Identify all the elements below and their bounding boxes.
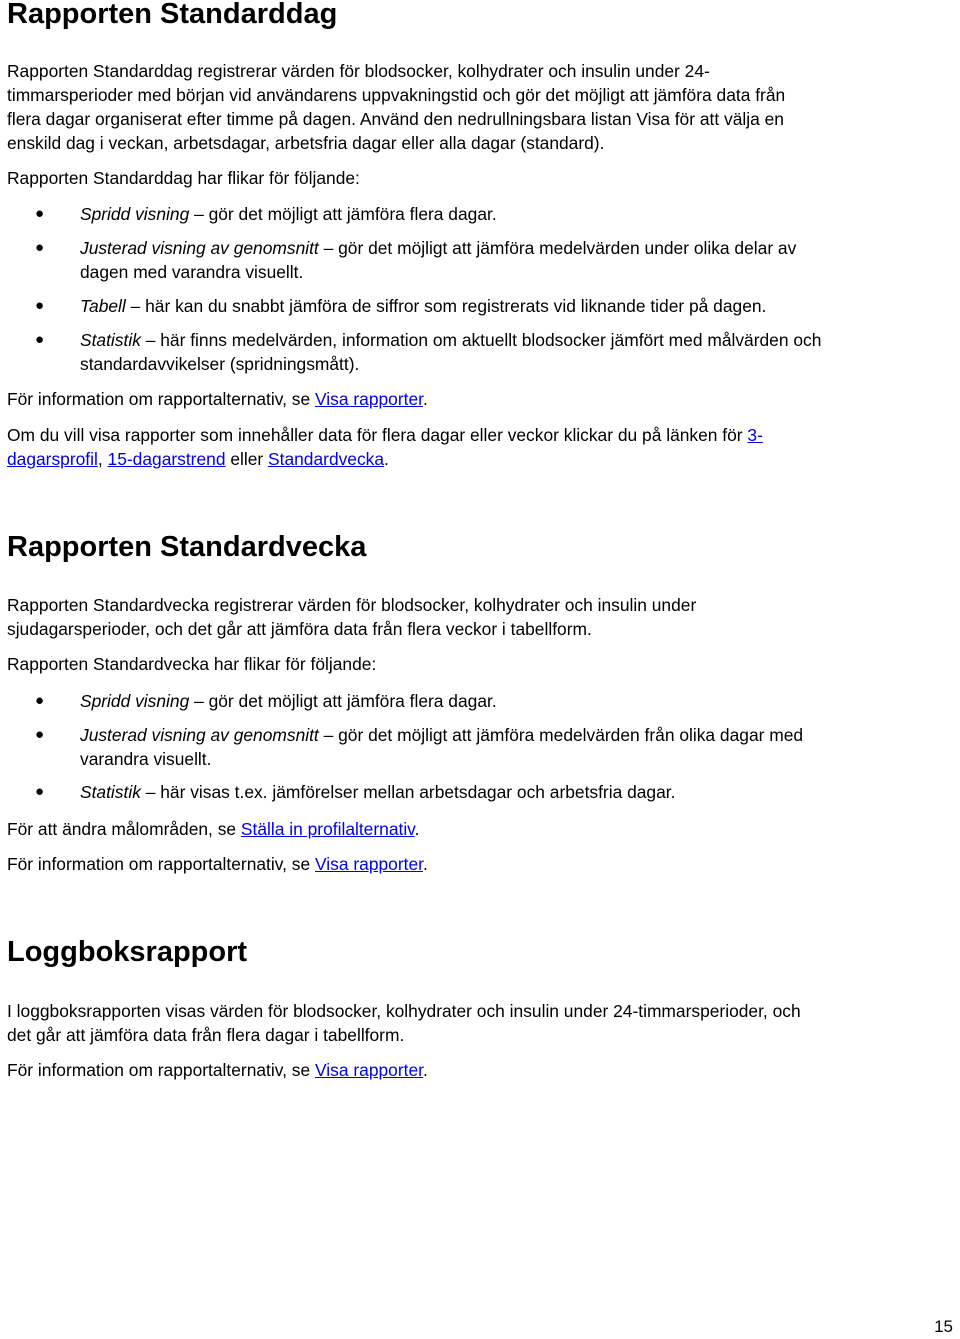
info-suffix: . [422,1060,428,1080]
bullet-icon: ● [35,239,45,256]
dash: – [318,725,339,745]
section-title-loggbok: Loggboksrapport [7,936,248,968]
dash: – [189,691,209,711]
loggbok-info [7,1058,953,1082]
intro-line: enskild dag i veckan, arbetsdagar, arbetsfria dagar eller alla dagar (standard). [7,133,605,153]
multi-day-text: Om du vill visa rapporter som innehåller data för flera dagar eller veckor klickar du på länken för [7,425,748,445]
suffix: . [384,449,389,469]
tab-description: här kan du snabbt jämföra de siffror som registrerats vid liknande tider på dagen. [145,296,767,316]
standardvecka-intro [7,593,953,641]
target-suffix: . [414,819,420,839]
info-suffix: . [422,854,428,874]
3-dagarsprofil-link-cont[interactable]: dagarsprofil [7,449,98,469]
intro-line: I loggboksrapporten visas värden för blodsocker, kolhydrater och insulin under 24-timmarsperioder, och [7,1001,801,1021]
dash: – [318,238,339,258]
standardvecka-info [7,852,953,876]
standarddag-info [7,387,953,411]
bullet-icon: ● [35,205,45,222]
tab-term: Spridd visning [80,691,190,711]
info-text: För information om rapportalternativ, se [7,389,316,409]
intro-line: timmarsperioder med början vid användarens uppvakningstid och gör det möjligt att jämföra data från [7,85,786,105]
tab-term: Spridd visning [80,204,190,224]
standarddag-tab-list [7,202,953,226]
profilalternativ-link[interactable]: Ställa in profilalternativ [240,819,415,839]
target-text: För att ändra målområden, se [7,819,241,839]
bullet-icon: ● [35,783,45,800]
bullet-icon: ● [35,692,45,709]
standardvecka-tab-list [7,689,953,713]
list-item [7,202,953,226]
tab-description: gör det möjligt att jämföra medelvärden under olika delar av [338,238,797,258]
page-number: 15 [934,1317,953,1336]
intro-line: Rapporten Standardvecka registrerar värden för blodsocker, kolhydrater och insulin under [7,595,697,615]
standarddag-tab-list-2 [7,236,953,284]
standardvecka-tabs-intro: Rapporten Standardvecka har flikar för följande: [7,654,377,674]
info-text: För information om rapportalternativ, se [7,854,316,874]
tab-description: här finns medelvärden, information om aktuellt blodsocker jämfört med målvärden och [160,330,822,350]
intro-line: Rapporten Standarddag registrerar värden för blodsocker, kolhydrater och insulin under 24- [7,61,710,81]
bullet-icon: ● [35,331,45,348]
visa-rapporter-link[interactable]: Visa rapporter [315,1060,423,1080]
dash: – [125,296,146,316]
separator: eller [225,449,269,469]
loggbok-intro [7,999,953,1047]
standarddag-intro [7,59,953,155]
section-title-standarddag: Rapporten Standarddag [7,0,338,30]
intro-line: det går att jämföra data från flera dagar i tabellform. [7,1025,405,1045]
visa-rapporter-link[interactable]: Visa rapporter [315,389,423,409]
info-suffix: . [422,389,428,409]
15-dagarstrend-link[interactable]: 15-dagarstrend [107,449,226,469]
tab-description: här visas t.ex. jämförelser mellan arbetsdagar och arbetsfria dagar. [160,782,676,802]
section-title-standardvecka: Rapporten Standardvecka [7,531,367,563]
dash: – [189,204,209,224]
intro-line: flera dagar organiserat efter timme på dagen. Använd den nedrullningsbara listan Visa för att välja en [7,109,784,129]
list-item [7,723,953,771]
separator: , [97,449,108,469]
multi-day-line [7,423,953,447]
multi-day-line [7,447,953,471]
bullet-icon: ● [35,726,45,743]
tab-description: gör det möjligt att jämföra flera dagar. [208,691,497,711]
tab-description: gör det möjligt att jämföra medelvärden från olika dagar med [338,725,804,745]
tab-term: Justerad visning av genomsnitt [80,238,319,258]
dash: – [140,782,161,802]
intro-line: sjudagarsperioder, och det går att jämföra data från flera veckor i tabellform. [7,619,592,639]
tab-description-cont: varandra visuellt. [80,749,212,769]
tab-term: Statistik [80,782,141,802]
tab-term: Justerad visning av genomsnitt [80,725,319,745]
standardvecka-link[interactable]: Standardvecka [268,449,385,469]
tab-term: Statistik [80,330,141,350]
standarddag-multi-day [7,423,953,471]
standardvecka-target [7,817,953,841]
3-dagarsprofil-link[interactable]: 3- [747,425,763,445]
dash: – [140,330,161,350]
tab-description-cont: standardavvikelser (spridningsmått). [80,354,360,374]
tab-description-cont: dagen med varandra visuellt. [80,262,304,282]
standardvecka-tab-list-3 [7,780,953,804]
tab-term: Tabell [80,296,126,316]
list-item [7,780,953,804]
standardvecka-tab-list-2 [7,723,953,771]
info-text: För information om rapportalternativ, se [7,1060,316,1080]
list-item [7,328,953,376]
list-item [7,236,953,284]
list-item [7,689,953,713]
standarddag-tab-list-4 [7,328,953,376]
tab-description: gör det möjligt att jämföra flera dagar. [208,204,497,224]
standarddag-tab-list-3 [7,294,953,318]
list-item [7,294,953,318]
visa-rapporter-link[interactable]: Visa rapporter [315,854,423,874]
standarddag-tabs-intro: Rapporten Standarddag har flikar för följande: [7,168,360,188]
bullet-icon: ● [35,297,45,314]
